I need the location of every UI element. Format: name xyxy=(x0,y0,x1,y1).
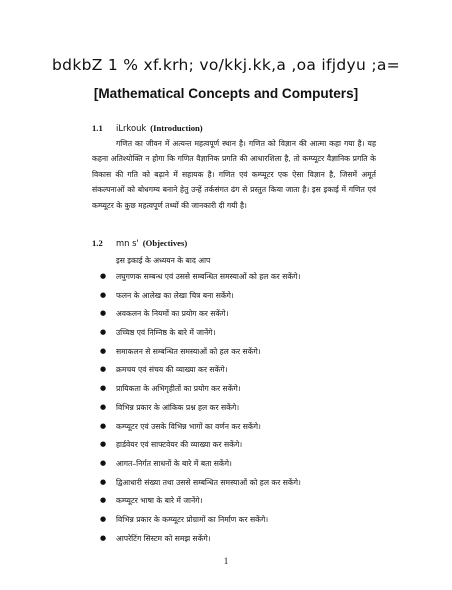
unit-title-english: [Mathematical Concepts and Computers] xyxy=(93,86,359,101)
objective-text: आगत–निर्गत साधनों के बारे में बता सकेंगे। xyxy=(116,458,232,468)
objective-item xyxy=(92,383,382,402)
bullet-icon: ● xyxy=(100,514,107,523)
section-heading-garbled: iLrkouk xyxy=(116,123,147,133)
objective-item xyxy=(92,327,382,346)
section-number: 1.1 xyxy=(92,123,103,133)
objective-text: अवकलन के नियमों का प्रयोग कर सकेंगे। xyxy=(116,309,229,319)
objective-item xyxy=(92,495,382,514)
bullet-icon: ● xyxy=(100,440,107,449)
objective-item xyxy=(92,439,382,458)
section-heading-english: (Introduction) xyxy=(150,123,203,133)
objective-item xyxy=(92,271,382,290)
objective-text: कम्प्यूटर भाषा के बारे में जानेंगे। xyxy=(116,496,203,506)
bullet-icon: ● xyxy=(100,458,107,467)
section-heading-garbled: mn s' xyxy=(116,238,139,248)
objective-text: विभिन्न प्रकार के कम्प्यूटर प्रोग्रामों का निर्माण कर सकेंगे। xyxy=(116,514,269,524)
objective-text: उच्चिष्ठ एवं निम्निष्ठ के बारे में जानेंगे। xyxy=(116,328,216,338)
section-heading-english: (Objectives) xyxy=(142,238,188,248)
objective-text: हार्डवेयर एवं साफ्टवेयर की व्याख्या कर सकेंगे। xyxy=(116,440,243,450)
bullet-icon: ● xyxy=(100,421,107,430)
objective-item xyxy=(92,346,382,365)
bullet-icon: ● xyxy=(100,402,107,411)
objective-text: समाकलन से सम्बन्धित समस्याओं को हल कर सकेंगे। xyxy=(116,346,261,356)
objective-text: द्विआधारी संख्या तथा उससे सम्बन्धित समस्याओं को हल कर सकेंगे। xyxy=(116,477,301,487)
section-number: 1.2 xyxy=(92,238,103,248)
objective-text: विभिन्न प्रकार के आंकिक प्रश्न हल कर सकेंगे। xyxy=(116,402,240,412)
bullet-icon: ● xyxy=(100,346,107,355)
unit-title-garbled: bdkbZ 1 % xf.krh; vo/kkj.kk,a ,oa ifjdyu ;a= xyxy=(52,56,400,74)
objective-text: आपरेटिंग सिस्टम को समझ सकेंगे। xyxy=(116,533,211,543)
objective-item xyxy=(92,421,382,440)
objective-item xyxy=(92,533,382,552)
bullet-icon: ● xyxy=(100,477,107,486)
bullet-icon: ● xyxy=(100,496,107,505)
bullet-icon: ● xyxy=(100,365,107,374)
objective-item xyxy=(92,477,382,496)
section-heading-objectives xyxy=(92,238,187,249)
objective-text: क्रमचय एवं संचय की व्याख्या कर सकेंगे। xyxy=(116,365,228,375)
bullet-icon: ● xyxy=(100,272,107,280)
objective-item xyxy=(92,458,382,477)
objective-text: लघुगणक सम्बन्ध एवं उससे सम्बन्धित समस्याओं को हल कर सकेंगे। xyxy=(116,272,301,281)
objectives-list xyxy=(92,271,382,551)
objective-item xyxy=(92,402,382,421)
objective-item xyxy=(92,514,382,533)
bullet-icon: ● xyxy=(100,309,107,318)
objective-text: कम्प्यूटर एवं उसके विभिन्न भागों का वर्णन कर सकेंगे। xyxy=(116,421,261,431)
objectives-intro: इस इकाई के अध्ययन के बाद आप xyxy=(116,256,211,265)
objective-item xyxy=(92,290,382,309)
objective-text: फलन के आलेख का लेखा चित्र बना सकेंगे। xyxy=(116,290,234,300)
objective-item xyxy=(92,308,382,327)
bullet-icon: ● xyxy=(100,328,107,337)
bullet-icon: ● xyxy=(100,290,107,299)
objective-text: प्रायिकता के अभिगृहीतों का प्रयोग कर सकेंगे। xyxy=(116,384,241,394)
bullet-icon: ● xyxy=(100,384,107,393)
section-heading-introduction xyxy=(92,123,203,134)
page-number: 1 xyxy=(223,556,229,566)
objective-item xyxy=(92,364,382,383)
introduction-paragraph: गणित का जीवन में अत्यन्त महत्वपूर्ण स्थान है। गणित को विज्ञान की आत्मा कहा गया है। यह कहना अतिश्योक्ति न होगा कि गणित वैज्ञानिक प्रगति की आधारशिला है, तो कम्प्यूटर वैज्ञानिक प्रगति के विकास की गति को बढ़ाने में सहायक है। गणित एवं कम्प्यूटर एक ऐसा विज्ञान है, जिसमें अमूर्त संकल्पनाओं को बोधगम्य बनाने हेतु उन्हें तर्कसंगत ढंग से प्रस्तुत किया जाता है। इस इकाई में गणित एवं कम्प्यूटर के कुछ महत्वपूर्ण तथ्यों की जानकारी दी गयी है। xyxy=(92,139,376,210)
bullet-icon: ● xyxy=(100,533,107,542)
